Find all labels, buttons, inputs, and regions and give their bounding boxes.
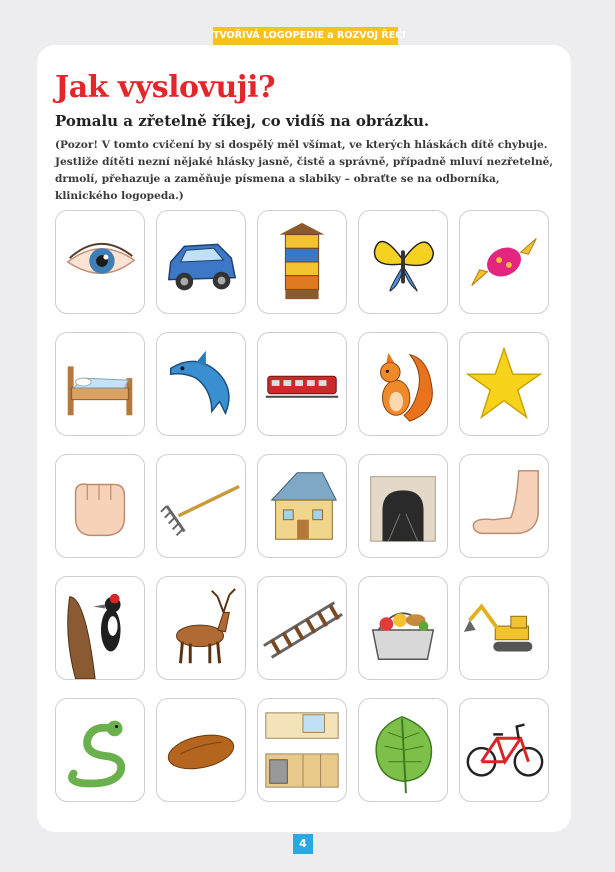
page-title: Jak vyslovuji?: [55, 70, 276, 105]
tunnel-icon: [359, 455, 447, 557]
picture-grid: [55, 210, 551, 804]
squirrel-icon: [359, 333, 447, 435]
section-banner: TVOŘIVÁ LOGOPEDIE a ROZVOJ ŘEČI: [213, 27, 398, 45]
eye-icon: [56, 211, 144, 313]
snake-icon: [56, 699, 144, 801]
leg-icon: [460, 455, 548, 557]
picture-tunnel[interactable]: [358, 454, 448, 558]
instruction-note: (Pozor! V tomto cvičení by si dospělý měl všímat, ve kterých hláskách dítě chybuje. Jestliže dítěti nezní nějaké hlásky jasně, čistě a správně, případně mluví nezřetelně, drmolí, přehazuje a zaměňuje písmena a slabiky – obraťte se na odborníka, klinického logopeda.): [55, 139, 554, 202]
picture-bread-loaf[interactable]: [156, 698, 246, 802]
picture-fist[interactable]: [55, 454, 145, 558]
bicycle-icon: [460, 699, 548, 801]
candy-icon: [460, 211, 548, 313]
star-icon: [460, 333, 548, 435]
picture-candy[interactable]: [459, 210, 549, 314]
train-icon: [258, 333, 346, 435]
picture-butterfly[interactable]: [358, 210, 448, 314]
picture-car[interactable]: [156, 210, 246, 314]
picture-leg[interactable]: [459, 454, 549, 558]
picture-house[interactable]: [257, 454, 347, 558]
dolphin-icon: [157, 333, 245, 435]
woodpecker-icon: [56, 577, 144, 679]
picture-star[interactable]: [459, 332, 549, 436]
picture-eye[interactable]: [55, 210, 145, 314]
car-icon: [157, 211, 245, 313]
deer-icon: [157, 577, 245, 679]
excavator-icon: [460, 577, 548, 679]
picture-excavator[interactable]: [459, 576, 549, 680]
bread-loaf-icon: [157, 699, 245, 801]
picture-beehive[interactable]: [257, 210, 347, 314]
picture-bed[interactable]: [55, 332, 145, 436]
bed-icon: [56, 333, 144, 435]
picture-squirrel[interactable]: [358, 332, 448, 436]
kitchen-icon: [258, 699, 346, 801]
picture-woodpecker[interactable]: [55, 576, 145, 680]
leaf-icon: [359, 699, 447, 801]
picture-rake[interactable]: [156, 454, 246, 558]
beehive-icon: [258, 211, 346, 313]
rake-icon: [157, 455, 245, 557]
picture-train[interactable]: [257, 332, 347, 436]
picture-deer[interactable]: [156, 576, 246, 680]
picture-leaf[interactable]: [358, 698, 448, 802]
butterfly-icon: [359, 211, 447, 313]
fist-icon: [56, 455, 144, 557]
picture-snake[interactable]: [55, 698, 145, 802]
shopping-basket-icon: [359, 577, 447, 679]
picture-railway-track[interactable]: [257, 576, 347, 680]
railway-track-icon: [258, 577, 346, 679]
picture-shopping-basket[interactable]: [358, 576, 448, 680]
page-number: 4: [293, 834, 313, 854]
picture-kitchen[interactable]: [257, 698, 347, 802]
page-subtitle: Pomalu a zřetelně říkej, co vidíš na obrázku.: [55, 112, 430, 130]
house-icon: [258, 455, 346, 557]
picture-dolphin[interactable]: [156, 332, 246, 436]
picture-bicycle[interactable]: [459, 698, 549, 802]
